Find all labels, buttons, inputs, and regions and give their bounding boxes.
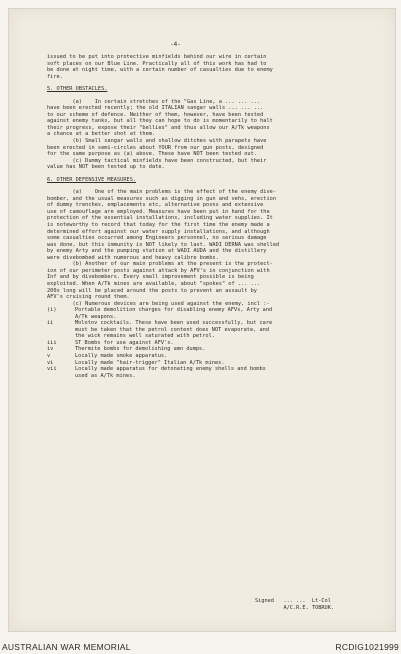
text-line: (a) In certain stretches of the "Gas Line, a ... ... ...: [47, 98, 261, 105]
device-item-text: A/Tk weapons.: [75, 313, 117, 320]
devices-list: [47, 307, 387, 379]
device-item-number: [47, 373, 75, 380]
device-item-text: Locally made smoke apparatus.: [75, 352, 168, 359]
device-item-text: the wick remains well saturated with petrol.: [75, 333, 215, 340]
text-line: a chance at a better shot at them.: [47, 131, 156, 138]
text-line: protection of the essential installations, including water supplies. It: [47, 215, 273, 222]
text-line: determined effort against our water supply installations, and although: [47, 228, 270, 235]
text-line: (b) Small sangar walls and shallow ditches with parapets have: [47, 138, 267, 145]
device-item-number: vi: [47, 359, 54, 366]
text-line: (a) One of the main problems is the effect of the enemy dive-: [47, 189, 277, 196]
document-body: [47, 44, 387, 379]
text-line: against enemy tanks, but all they can hope to do is momentarily to halt: [47, 118, 273, 125]
signature-line: Signed ... ... Lt-Col: [255, 598, 331, 604]
text-line: be done at night time, with a certain number of casualties due to enemy: [47, 67, 273, 74]
device-item-number: ii: [47, 320, 54, 327]
device-item-number: v: [47, 352, 51, 359]
device-item-text: ST Bombs for use against AFV's.: [75, 339, 174, 346]
text-line: to our scheme of defence. Neither of them, however, have been tested: [47, 111, 264, 118]
text-line: some casualties occurred among Engineers personnel, no serious damage: [47, 235, 267, 242]
text-line: 200x long will be placed around the posts to prevent an assault by: [47, 287, 257, 294]
text-line: ion of our perimeter posts against attack by AFV's in conjunction with: [47, 267, 270, 274]
device-item-number: (i): [47, 307, 57, 314]
text-line: soft places on our Blue Line. Practically all of this work has had to: [47, 60, 267, 67]
archive-reference: RCDIG1021999: [335, 642, 399, 652]
text-line: Inf and by divebombers. Every small improvement possible is being: [47, 274, 254, 281]
text-line: is noteworthy to record that today for the first time the enemy made a: [47, 222, 270, 229]
text-line: their progress, expose their "bellies" and thus allow our A/Tk weapons: [47, 124, 270, 131]
text-line: exploited. When A/Tk mines are available, about "spokes" of ... ...: [47, 280, 261, 287]
section-heading: 5. OTHER OBSTACLES.: [47, 86, 108, 93]
text-line: issued to be put into protective minfields behind our wire in certain: [47, 54, 267, 60]
text-line: value has NOT been tested up to date.: [47, 164, 165, 171]
device-item-text: Portable demolition charges for disabling enemy AFVs, Arty and: [75, 307, 273, 314]
device-item-line: [47, 373, 387, 380]
text-line: fire.: [47, 73, 63, 80]
text-line: (c) Numerous devices are being used against the enemy, incl :-: [47, 300, 270, 307]
page-number: -4-: [170, 41, 181, 48]
text-line: (b) Another of our main problems at the present is the protect-: [47, 261, 273, 268]
signature-block: [255, 598, 385, 611]
signature-line: A/C.R.E. TOBRUK.: [255, 604, 335, 611]
text-line: been erected in semi-circles about YOUR from our gun posts, designed: [47, 144, 264, 151]
archive-name: AUSTRALIAN WAR MEMORIAL: [2, 642, 131, 652]
section-heading: 6. OTHER DEFENSIVE MEASURES.: [47, 176, 137, 183]
archive-footer: [0, 632, 401, 654]
text-line: was done, but this immunity is NOT likely to last. WADI DERNA was shelled: [47, 241, 280, 248]
device-item-number: iii: [47, 339, 57, 346]
device-item-text: Locally made "hair-trigger" Italian A/Tk mines.: [75, 359, 225, 366]
device-item-text: Molotov cocktails. These have been used successfully, but care: [75, 320, 273, 327]
text-line: of dummy trenches, emplacements etc, alternative posns and extensive: [47, 202, 264, 209]
text-line: use of camouflage are employed. Measures have been put in hand for the: [47, 208, 270, 215]
text-line: AFV's cruising round them.: [47, 294, 130, 301]
device-item-number: vii: [47, 366, 57, 373]
text-line: have been erected recently; the old ITALIAN sangar walls ... ... ...: [47, 105, 264, 112]
device-item-text: must be taken that the petrol content does NOT evaporate, and: [75, 326, 270, 333]
text-line: by enemy Arty and the pumping station at WADI AUDA and the distillery: [47, 248, 267, 255]
text-line: (c) Dummy tactical minfields have been constructed, but their: [47, 157, 267, 164]
text-line: for the same purpose as (a) above. These have NOT been tested out.: [47, 151, 257, 158]
text-line: were divebombed with numerous and heavy calibre bombs.: [47, 254, 219, 261]
device-item-text: used as A/Tk mines.: [75, 372, 136, 379]
text-line: bomber, and the usual measures such as digging in gun and vehs, erection: [47, 195, 277, 202]
device-item-text: Locally made apparatus for detonating enemy shells and bombs: [75, 366, 266, 373]
device-item-text: Thermite bombs for demolishing amn dumps.: [75, 346, 206, 353]
device-item-number: iv: [47, 346, 54, 353]
